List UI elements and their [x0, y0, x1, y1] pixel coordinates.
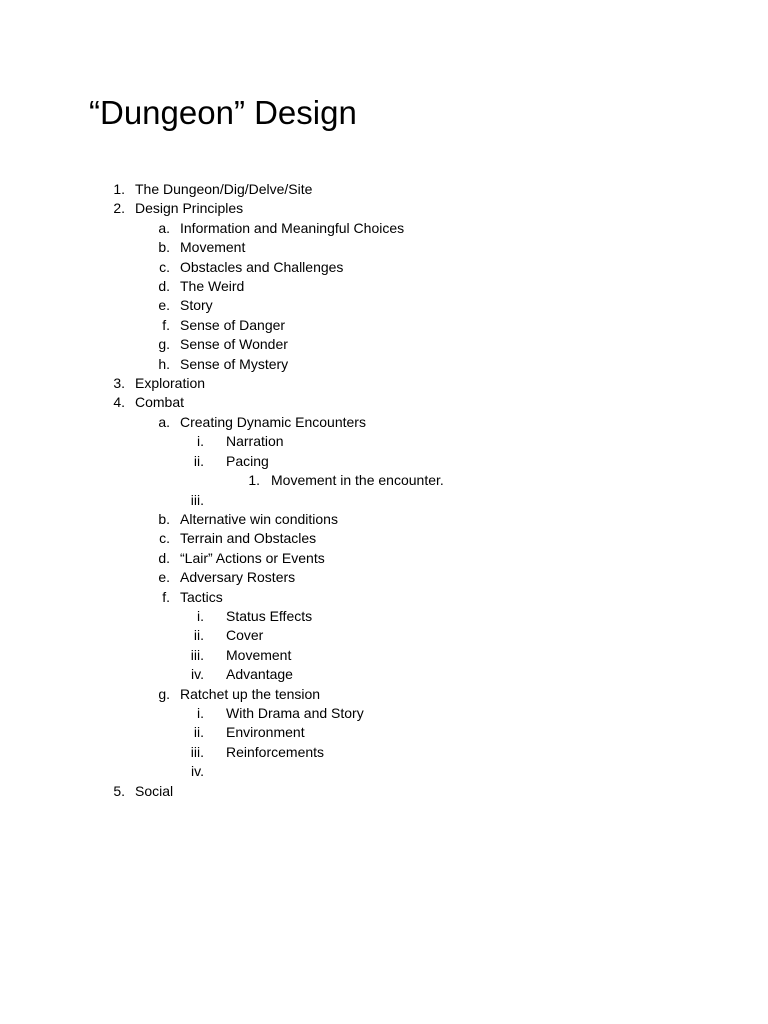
list-marker: g.: [158, 685, 170, 702]
outline-item-level-3: [0, 665, 768, 684]
list-item-text: The Weird: [180, 278, 245, 295]
list-item-text: Obstacles and Challenges: [180, 258, 344, 275]
list-item-text: Exploration: [135, 375, 206, 392]
list-item-text: Movement: [226, 646, 292, 663]
outline-item-level-2: [0, 355, 768, 374]
outline-item-level-1: [0, 180, 768, 199]
outline-item-level-4: [0, 471, 768, 490]
outline-item-level-2: [0, 588, 768, 607]
outline-item-level-3: [0, 491, 768, 510]
list-marker: e.: [158, 569, 170, 586]
list-item-text: Advantage: [226, 666, 293, 683]
outline-item-level-3: [0, 607, 768, 626]
list-item-text: Information and Meaningful Choices: [180, 219, 405, 236]
list-marker: f.: [162, 316, 170, 333]
outline-item-level-2: [0, 296, 768, 315]
list-item-text: Terrain and Obstacles: [180, 530, 317, 547]
list-item-text: Cover: [226, 627, 264, 644]
list-marker: 5.: [113, 782, 125, 799]
outline-item-level-2: [0, 316, 768, 335]
outline-item-level-3: [0, 432, 768, 451]
document-title: “Dungeon” Design: [89, 94, 357, 131]
list-marker: d.: [158, 549, 170, 566]
list-item-text: Alternative win conditions: [180, 510, 338, 527]
list-item-text: Movement: [180, 239, 246, 256]
list-marker: i.: [197, 704, 204, 721]
outline-item-level-2: [0, 238, 768, 257]
list-item-text: Reinforcements: [226, 743, 325, 760]
list-item-text: The Dungeon/Dig/Delve/Site: [135, 181, 313, 197]
outline-item-level-2: [0, 549, 768, 568]
list-marker: iii.: [190, 646, 204, 663]
outline-item-level-2: [0, 413, 768, 432]
list-item-text: Social: [135, 782, 174, 799]
outline-item-level-3: [0, 723, 768, 742]
list-marker: i.: [197, 433, 204, 450]
list-item-text: Sense of Danger: [180, 316, 286, 333]
outline-item-level-2: [0, 219, 768, 238]
list-marker: b.: [158, 239, 170, 256]
outline-item-level-3: [0, 762, 768, 781]
list-item-text: Creating Dynamic Encounters: [180, 413, 366, 430]
list-marker: ii.: [193, 627, 204, 644]
list-item-text: Sense of Wonder: [180, 336, 288, 353]
list-marker: a.: [158, 413, 170, 430]
list-item-text: Ratchet up the tension: [180, 685, 321, 702]
list-item-text: Adversary Rosters: [180, 569, 296, 586]
list-marker: iv.: [191, 666, 204, 683]
list-marker: iii.: [190, 743, 204, 760]
outline-item-level-2: [0, 529, 768, 548]
list-item-text: Design Principles: [135, 200, 244, 217]
list-marker: d.: [158, 278, 170, 295]
outline-item-level-1: [0, 199, 768, 218]
list-marker: 4.: [113, 394, 125, 411]
outline-item-level-3: [0, 646, 768, 665]
list-marker: h.: [158, 355, 170, 372]
list-item-text: Pacing: [226, 452, 269, 469]
list-marker: a.: [158, 219, 170, 236]
outline-list: [0, 180, 768, 801]
list-marker: 2.: [113, 200, 125, 217]
list-marker: ii.: [193, 724, 204, 741]
list-item-text: Status Effects: [226, 607, 313, 624]
outline-item-level-1: [0, 374, 768, 393]
list-item-text: Environment: [226, 724, 305, 741]
outline-item-level-3: [0, 626, 768, 645]
list-marker: c.: [159, 530, 170, 547]
outline-item-level-2: [0, 277, 768, 296]
outline-item-level-2: [0, 258, 768, 277]
list-marker: g.: [158, 336, 170, 353]
outline-item-level-2: [0, 510, 768, 529]
list-item-text: With Drama and Story: [226, 704, 364, 721]
list-marker: c.: [159, 258, 170, 275]
list-marker: i.: [197, 607, 204, 624]
list-item-text: Movement in the encounter.: [271, 472, 444, 489]
list-marker: f.: [162, 588, 170, 605]
list-item-text: Story: [180, 297, 213, 314]
outline-item-level-1: [0, 393, 768, 412]
outline-item-level-1: [0, 782, 768, 801]
list-marker: b.: [158, 510, 170, 527]
outline-item-level-3: [0, 452, 768, 471]
outline-item-level-2: [0, 568, 768, 587]
list-item-text: “Lair” Actions or Events: [180, 549, 325, 566]
list-marker: iii.: [190, 491, 204, 508]
list-item-text: Sense of Mystery: [180, 355, 289, 372]
outline-item-level-2: [0, 335, 768, 354]
list-item-text: Narration: [226, 433, 284, 450]
list-marker: iv.: [191, 763, 204, 780]
list-marker: ii.: [193, 452, 204, 469]
outline-item-level-3: [0, 704, 768, 723]
list-item-text: Combat: [135, 394, 185, 411]
list-marker: 1.: [113, 181, 125, 197]
outline-item-level-2: [0, 685, 768, 704]
list-item-text: Tactics: [180, 588, 223, 605]
outline-item-level-3: [0, 743, 768, 762]
list-marker: e.: [158, 297, 170, 314]
list-marker: 1.: [248, 472, 260, 489]
list-marker: 3.: [113, 375, 125, 392]
